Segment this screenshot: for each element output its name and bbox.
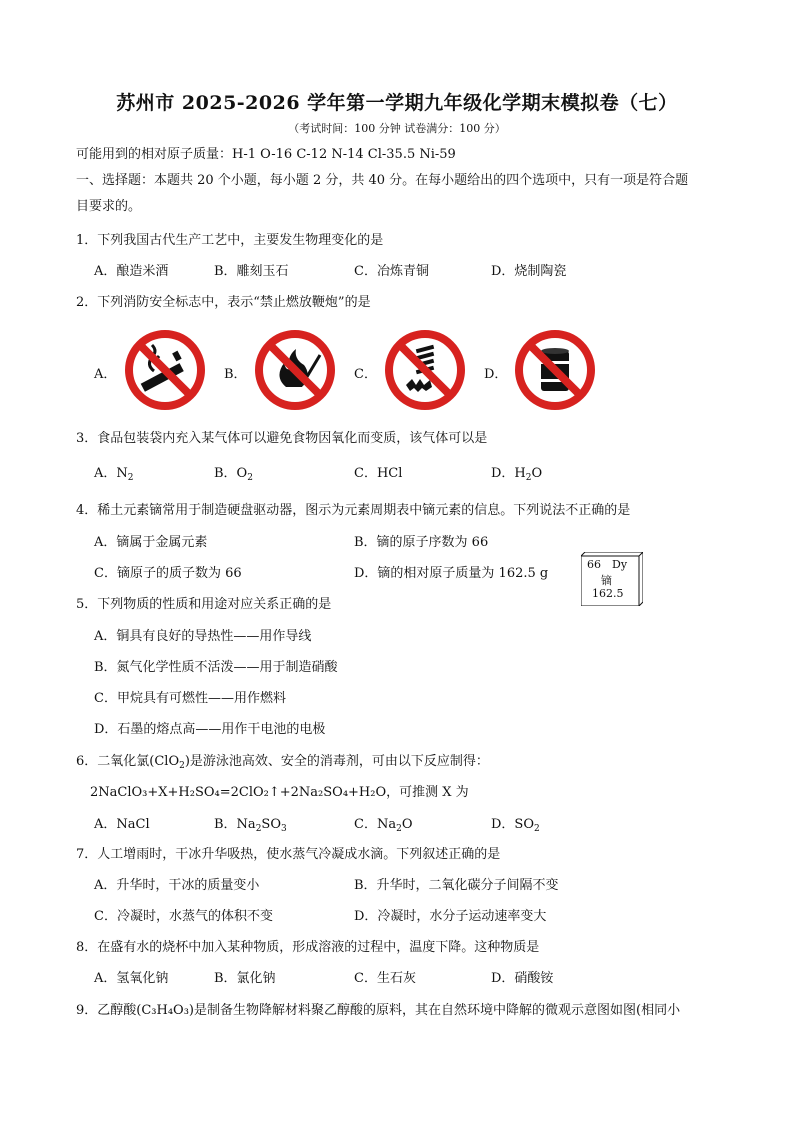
question-5-option-d: D．石墨的熔点高——用作干电池的电极 [94,722,326,737]
stem-text: 6．二氧化氯(ClO [76,754,180,769]
question-3-stem: 3．食品包装袋内充入某气体可以避免食物因氧化而变质，该气体可以是 [76,431,488,446]
option-text: B．O [214,466,248,481]
subscript: 2 [396,824,402,834]
page-title: 苏州市 2025-2026 学年第一学期九年级化学期末模拟卷（七） [116,92,678,114]
question-8-option-d: D．硝酸铵 [491,971,554,986]
question-1-option-a: A．酿造米酒 [94,264,169,279]
question-9-stem: 9．乙醇酸(C₃H₄O₃)是制备生物降解材料聚乙醇酸的原料，其在自然环境中降解的微观示意图如图(相同小 [76,1003,681,1018]
atomic-masses: 可能用到的相对原子质量：H-1 O-16 C-12 N-14 Cl-35.5 Ni-59 [76,147,456,162]
question-7-option-b: B．升华时，二氧化碳分子间隔不变 [354,878,559,893]
option-text: D．SO [491,817,534,832]
question-1-option-b: B．雕刻玉石 [214,264,289,279]
question-6-equation: 2NaClO₃+X+H₂SO₄=2ClO₂↑+2Na₂SO₄+H₂O，可推测 X 为 [90,785,469,800]
section-instructions-1: 一、选择题：本题共 20 个小题，每小题 2 分，共 40 分。在每小题给出的四个选项中，只有一项是符合题 [76,173,689,188]
question-7-option-a: A．升华时，干冰的质量变小 [94,878,260,893]
question-3-option-d [491,466,542,482]
question-5-option-c: C．甲烷具有可燃性——用作燃料 [94,691,286,706]
subscript: 2 [255,824,262,834]
question-4-option-a: A．镝属于金属元素 [94,535,208,550]
question-7-option-c: C．冷凝时，水蒸气的体积不变 [94,909,273,924]
question-8-option-b: B．氯化钠 [214,971,276,986]
no-flammable-storage-sign-icon [510,327,600,413]
subscript: 3 [281,824,287,834]
question-8-stem: 8．在盛有水的烧杯中加入某种物质，形成溶液的过程中，温度下降。这种物质是 [76,940,540,955]
question-8-option-c: C．生石灰 [354,971,416,986]
question-3-option-a [94,466,134,482]
question-1-option-c: C．冶炼青铜 [354,264,429,279]
stem-text: )是游泳池高效、安全的消毒剂，可由以下反应制得： [184,754,489,769]
option-text: B．Na [214,817,256,832]
option-text: O [401,817,413,832]
subscript: 2 [127,473,134,483]
option-text: C．Na [354,817,397,832]
subscript: 2 [247,473,253,483]
atomic-mass: 162.5 [592,587,624,600]
no-smoking-sign-icon [120,327,210,413]
subscript: 2 [534,824,540,834]
option-text: A．N [94,466,128,481]
question-5-option-a: A．铜具有良好的导热性——用作导线 [94,629,312,644]
subscript: 2 [525,473,532,483]
element-name: 镝 [601,574,612,587]
question-4-stem: 4．稀土元素镝常用于制造硬盘驱动器，图示为元素周期表中镝元素的信息。下列说法不正确的是 [76,503,631,518]
option-text: O [531,466,543,481]
question-4-option-d: D．镝的相对原子质量为 162.5 g [354,566,549,581]
atomic-number: 66 [587,558,601,571]
question-5-option-b: B．氮气化学性质不活泼——用于制造硝酸 [94,660,338,675]
question-2-stem: 2．下列消防安全标志中，表示“禁止燃放鞭炮”的是 [76,295,371,310]
option-text: D．H [491,466,526,481]
question-6-option-b [214,817,287,833]
question-7-option-d: D．冷凝时，水分子运动速率变大 [354,909,547,924]
section-instructions-2: 目要求的。 [76,199,142,214]
question-7-stem: 7．人工增雨时，干冰升华吸热，使水蒸气冷凝成水滴。下列叙述正确的是 [76,847,501,862]
option-text: SO [261,817,281,832]
no-fire-sign-icon [250,327,340,413]
no-fireworks-sign-icon [380,327,470,413]
question-6-option-a: A．NaCl [94,817,150,832]
exam-info: （考试时间：100 分钟 试卷满分：100 分） [288,122,506,135]
question-1-option-d: D．烧制陶瓷 [491,264,567,279]
question-8-option-a: A．氢氧化钠 [94,971,169,986]
question-6-option-c [354,817,412,833]
question-2-option-b: B． [224,367,247,382]
question-4-option-b: B．镝的原子序数为 66 [354,535,489,550]
subscript: 2 [179,761,185,771]
question-3-option-c: C．HCl [354,466,403,481]
question-1-stem: 1．下列我国古代生产工艺中，主要发生物理变化的是 [76,233,384,248]
question-2-option-c: C． [354,367,377,382]
element-symbol: Dy [612,558,628,571]
question-2-option-a: A． [94,367,117,382]
question-6-stem [76,754,489,770]
question-4-option-c: C．镝原子的质子数为 66 [94,566,242,581]
question-5-stem: 5．下列物质的性质和用途对应关系正确的是 [76,597,332,612]
question-3-option-b [214,466,253,482]
question-2-option-d: D． [484,367,508,382]
question-6-option-d [491,817,540,833]
